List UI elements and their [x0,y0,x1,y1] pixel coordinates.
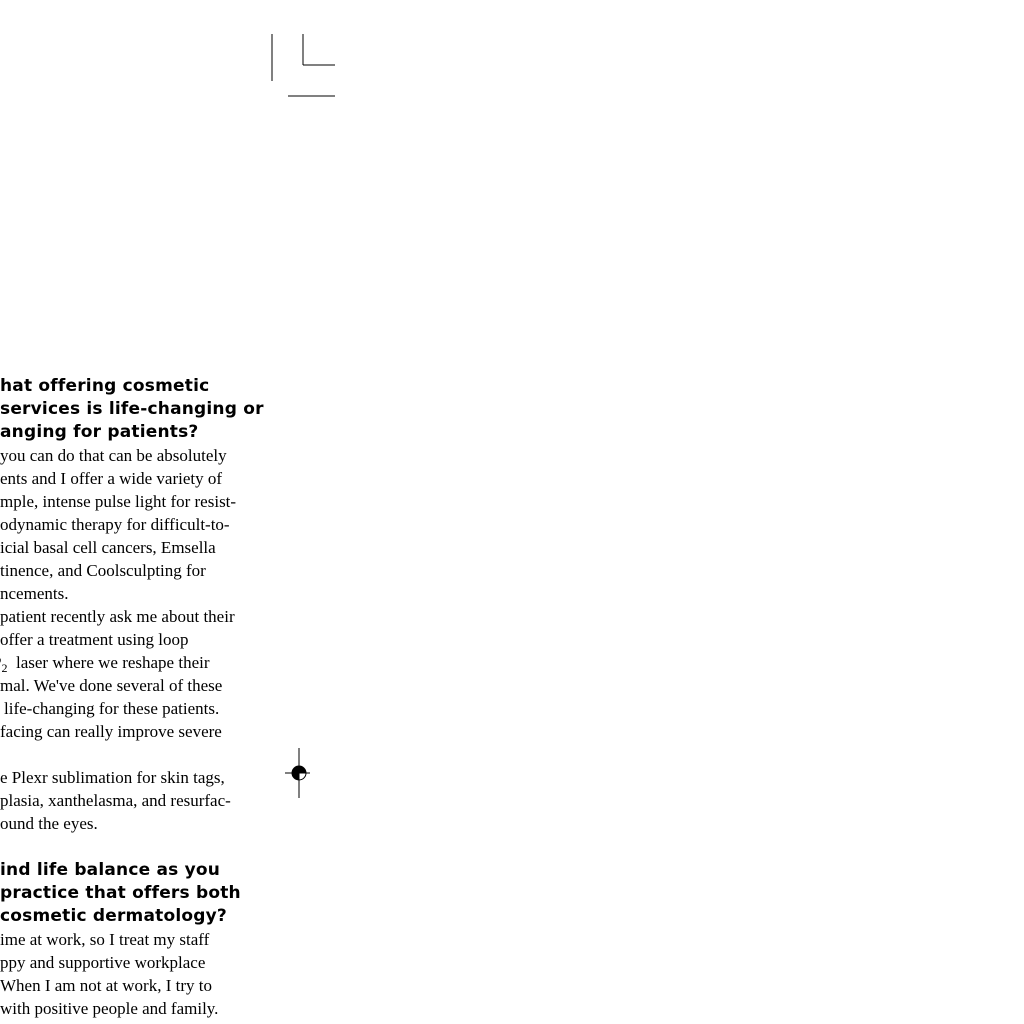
article-text-column [0,0,270,1024]
section1-body-line-10: laser where we reshape their [16,653,210,672]
section1-body-line-11: mal. We've done several of these [0,676,223,695]
section2-heading-line-3: cosmetic dermatology? [0,906,227,926]
section1-body-line-13: facing can really improve severe [0,722,222,741]
section1-body-line-2: ents and I offer a wide variety of [0,469,223,488]
section2-body-line-3: When I am not at work, I try to [0,976,212,995]
section1-body-line-7: ncements. [0,584,69,603]
section1-body-line-14: e Plexr sublimation for skin tags, [0,768,225,787]
section1-body-line-8: patient recently ask me about their [0,607,235,626]
co2-fragment [0,653,7,673]
section2-heading-line-2: practice that offers both [0,883,241,903]
section1-body-line-16: ound the eyes. [0,814,98,833]
section2-body-line-1: ime at work, so I treat my staff [0,930,210,949]
section2-body-line-4: with positive people and family. [0,999,219,1018]
section1-body-line-3: mple, intense pulse light for resist- [0,492,237,511]
section2-body-line-2: ppy and supportive workplace [0,953,206,972]
section1-body-line-1: you can do that can be absolutely [0,446,227,465]
registration-mark-icon [285,748,315,800]
section1-body-line-9: offer a treatment using loop [0,630,189,649]
section1-body-line-5: icial basal cell cancers, Emsella [0,538,216,557]
section1-heading-line-1: hat offering cosmetic [0,376,210,396]
section1-body-line-6: tinence, and Coolsculpting for [0,561,206,580]
co2-fragment-subscript: 2 [1,661,8,675]
section1-heading-line-2: services is life-changing or [0,399,264,419]
section2-heading-line-1: ind life balance as you [0,860,221,880]
section1-heading-line-3: anging for patients? [0,422,199,442]
section1-body-line-15: plasia, xanthelasma, and resurfac- [0,791,231,810]
section1-body-line-12: life-changing for these patients. [4,699,220,718]
section1-body-line-4: odynamic therapy for difficult-to- [0,515,230,534]
